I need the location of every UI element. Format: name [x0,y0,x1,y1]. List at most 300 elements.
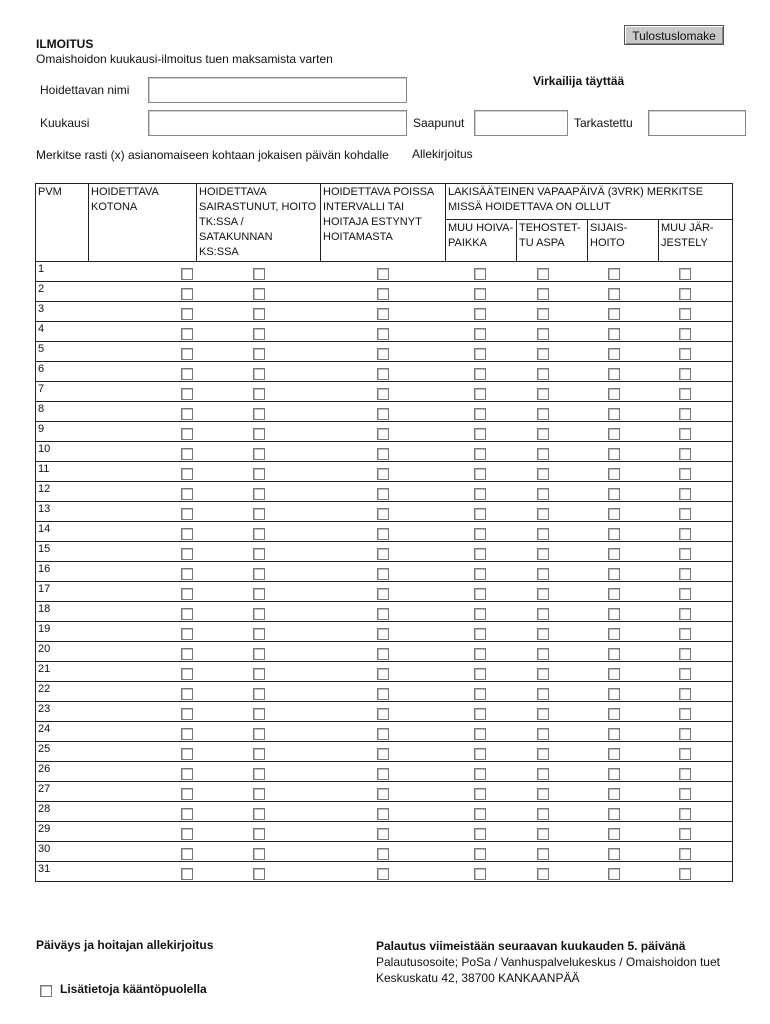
day-checkbox[interactable] [537,448,549,460]
day-checkbox[interactable] [679,848,691,860]
day-number: 11 [36,462,89,482]
day-checkbox[interactable] [474,688,486,700]
day-checkbox[interactable] [679,468,691,480]
day-checkbox[interactable] [253,528,265,540]
day-checkbox[interactable] [679,408,691,420]
day-checkbox[interactable] [181,868,193,880]
day-checkbox[interactable] [537,848,549,860]
day-checkbox[interactable] [608,648,620,660]
day-cell [197,542,321,562]
day-row [36,842,733,862]
day-checkbox[interactable] [253,468,265,480]
day-checkbox[interactable] [377,448,389,460]
day-checkbox[interactable] [253,388,265,400]
day-checkbox[interactable] [679,688,691,700]
day-checkbox[interactable] [537,508,549,520]
day-checkbox[interactable] [181,808,193,820]
day-checkbox[interactable] [181,488,193,500]
day-number: 8 [36,402,89,422]
print-form-button[interactable]: Tulostuslomake [624,25,724,45]
day-checkbox[interactable] [679,768,691,780]
day-checkbox[interactable] [608,768,620,780]
day-checkbox[interactable] [608,728,620,740]
day-checkbox[interactable] [181,748,193,760]
day-checkbox[interactable] [377,468,389,480]
month-field[interactable] [148,110,407,136]
day-cell [659,262,733,282]
day-checkbox[interactable] [608,548,620,560]
day-checkbox[interactable] [181,508,193,520]
day-checkbox[interactable] [181,648,193,660]
official-section-title: Virkailija täyttää [533,74,625,88]
day-cell [446,722,517,742]
day-cell [659,362,733,382]
day-checkbox[interactable] [181,708,193,720]
day-checkbox[interactable] [377,728,389,740]
day-checkbox[interactable] [181,268,193,280]
day-checkbox[interactable] [537,568,549,580]
day-checkbox[interactable] [608,608,620,620]
day-checkbox[interactable] [537,868,549,880]
day-cell [89,742,197,762]
day-checkbox[interactable] [537,308,549,320]
day-checkbox[interactable] [474,628,486,640]
day-number: 19 [36,622,89,642]
day-checkbox[interactable] [537,828,549,840]
day-checkbox[interactable] [377,608,389,620]
day-checkbox[interactable] [377,848,389,860]
day-checkbox[interactable] [608,348,620,360]
day-checkbox[interactable] [181,608,193,620]
day-cell [321,262,446,282]
day-cell [588,822,659,842]
day-number: 26 [36,762,89,782]
day-checkbox[interactable] [181,368,193,380]
day-checkbox[interactable] [253,488,265,500]
day-checkbox[interactable] [537,748,549,760]
day-checkbox[interactable] [474,828,486,840]
day-checkbox[interactable] [608,408,620,420]
day-cell [446,562,517,582]
day-cell [517,462,588,482]
day-row [36,582,733,602]
day-checkbox[interactable] [253,688,265,700]
day-checkbox[interactable] [679,748,691,760]
day-checkbox[interactable] [679,428,691,440]
day-checkbox[interactable] [474,648,486,660]
day-checkbox[interactable] [181,848,193,860]
day-checkbox[interactable] [181,548,193,560]
day-checkbox[interactable] [377,628,389,640]
day-checkbox[interactable] [181,768,193,780]
day-checkbox[interactable] [377,348,389,360]
day-cell [197,562,321,582]
day-checkbox[interactable] [608,748,620,760]
day-cell [446,862,517,882]
day-checkbox[interactable] [608,268,620,280]
day-checkbox[interactable] [377,828,389,840]
day-checkbox[interactable] [608,488,620,500]
day-checkbox[interactable] [608,848,620,860]
day-checkbox[interactable] [253,708,265,720]
day-checkbox[interactable] [608,568,620,580]
day-cell [89,362,197,382]
received-field[interactable] [474,110,568,136]
day-checkbox[interactable] [474,608,486,620]
day-checkbox[interactable] [537,708,549,720]
day-checkbox[interactable] [377,788,389,800]
day-checkbox[interactable] [537,368,549,380]
day-checkbox[interactable] [253,768,265,780]
day-cell [197,682,321,702]
day-checkbox[interactable] [474,488,486,500]
day-cell [89,482,197,502]
day-checkbox[interactable] [474,748,486,760]
day-checkbox[interactable] [608,588,620,600]
day-checkbox[interactable] [474,708,486,720]
day-checkbox[interactable] [474,348,486,360]
day-checkbox[interactable] [537,688,549,700]
day-checkbox[interactable] [679,628,691,640]
day-checkbox[interactable] [474,408,486,420]
day-checkbox[interactable] [537,328,549,340]
day-row [36,322,733,342]
day-checkbox[interactable] [253,668,265,680]
day-cell [659,442,733,462]
day-checkbox[interactable] [537,588,549,600]
day-checkbox[interactable] [253,328,265,340]
day-cell [446,362,517,382]
day-number: 5 [36,342,89,362]
day-checkbox[interactable] [474,328,486,340]
day-checkbox[interactable] [679,788,691,800]
day-checkbox[interactable] [537,408,549,420]
day-cell [517,342,588,362]
day-checkbox[interactable] [537,468,549,480]
day-checkbox[interactable] [537,288,549,300]
return-info [376,938,720,986]
day-checkbox[interactable] [253,368,265,380]
day-checkbox[interactable] [377,648,389,660]
day-checkbox[interactable] [181,528,193,540]
day-cell [517,742,588,762]
day-checkbox[interactable] [377,528,389,540]
day-checkbox[interactable] [377,408,389,420]
day-checkbox[interactable] [679,348,691,360]
day-cell [517,482,588,502]
day-checkbox[interactable] [679,588,691,600]
day-checkbox[interactable] [679,368,691,380]
day-number: 6 [36,362,89,382]
day-cell [659,822,733,842]
day-checkbox[interactable] [377,568,389,580]
day-checkbox[interactable] [474,568,486,580]
day-checkbox[interactable] [474,808,486,820]
day-cell [659,602,733,622]
day-checkbox[interactable] [608,828,620,840]
day-checkbox[interactable] [253,648,265,660]
day-checkbox[interactable] [608,428,620,440]
day-checkbox[interactable] [181,448,193,460]
day-cell [588,382,659,402]
day-checkbox[interactable] [608,308,620,320]
day-checkbox[interactable] [181,408,193,420]
day-checkbox[interactable] [377,668,389,680]
day-checkbox[interactable] [474,388,486,400]
day-cell [446,502,517,522]
day-number: 27 [36,782,89,802]
day-checkbox[interactable] [679,728,691,740]
day-checkbox[interactable] [377,308,389,320]
day-checkbox[interactable] [377,688,389,700]
day-checkbox[interactable] [537,348,549,360]
day-checkbox[interactable] [181,288,193,300]
day-checkbox[interactable] [679,488,691,500]
day-checkbox[interactable] [377,508,389,520]
day-row [36,382,733,402]
day-checkbox[interactable] [253,628,265,640]
day-cell [517,402,588,422]
day-checkbox[interactable] [537,788,549,800]
day-checkbox[interactable] [377,548,389,560]
day-checkbox[interactable] [377,288,389,300]
day-checkbox[interactable] [181,388,193,400]
day-checkbox[interactable] [679,608,691,620]
day-checkbox[interactable] [377,328,389,340]
day-row [36,522,733,542]
day-checkbox[interactable] [608,368,620,380]
day-checkbox[interactable] [537,808,549,820]
day-checkbox[interactable] [253,428,265,440]
day-checkbox[interactable] [253,448,265,460]
day-checkbox[interactable] [608,668,620,680]
day-cell [588,862,659,882]
day-checkbox[interactable] [608,868,620,880]
day-checkbox[interactable] [181,468,193,480]
day-checkbox[interactable] [253,348,265,360]
day-checkbox[interactable] [608,328,620,340]
day-checkbox[interactable] [253,868,265,880]
day-checkbox[interactable] [474,788,486,800]
day-checkbox[interactable] [181,568,193,580]
day-checkbox[interactable] [181,328,193,340]
day-cell [89,762,197,782]
day-checkbox[interactable] [377,808,389,820]
day-checkbox[interactable] [474,368,486,380]
day-checkbox[interactable] [537,628,549,640]
day-checkbox[interactable] [608,688,620,700]
checked-field[interactable] [648,110,746,136]
day-checkbox[interactable] [679,868,691,880]
day-cell [321,682,446,702]
received-label: Saapunut [413,116,465,130]
day-checkbox[interactable] [253,848,265,860]
day-checkbox[interactable] [608,288,620,300]
day-checkbox[interactable] [537,648,549,660]
day-checkbox[interactable] [474,268,486,280]
day-checkbox[interactable] [537,768,549,780]
more-info-checkbox[interactable] [40,985,52,997]
day-checkbox[interactable] [608,708,620,720]
day-row [36,282,733,302]
day-checkbox[interactable] [253,268,265,280]
day-checkbox[interactable] [377,268,389,280]
day-checkbox[interactable] [537,268,549,280]
day-cell [446,522,517,542]
day-checkbox[interactable] [679,508,691,520]
day-checkbox[interactable] [253,308,265,320]
day-number: 7 [36,382,89,402]
day-checkbox[interactable] [679,308,691,320]
day-checkbox[interactable] [377,748,389,760]
day-cell [517,542,588,562]
day-checkbox[interactable] [253,728,265,740]
day-checkbox[interactable] [474,288,486,300]
sub-header-other-place: MUU HOIVA- PAIKKA [446,219,517,261]
day-cell [89,442,197,462]
day-checkbox[interactable] [679,648,691,660]
day-checkbox[interactable] [253,568,265,580]
day-table [35,183,733,882]
day-checkbox[interactable] [377,708,389,720]
day-checkbox[interactable] [474,428,486,440]
day-checkbox[interactable] [253,748,265,760]
day-cell [517,682,588,702]
day-cell [197,442,321,462]
day-cell [588,542,659,562]
day-checkbox[interactable] [181,688,193,700]
day-checkbox[interactable] [679,328,691,340]
day-checkbox[interactable] [181,628,193,640]
day-checkbox[interactable] [181,668,193,680]
day-checkbox[interactable] [181,728,193,740]
day-cell [321,462,446,482]
day-checkbox[interactable] [181,308,193,320]
day-number: 30 [36,842,89,862]
day-checkbox[interactable] [253,808,265,820]
day-checkbox[interactable] [537,668,549,680]
day-number: 17 [36,582,89,602]
day-checkbox[interactable] [608,528,620,540]
day-cell [89,282,197,302]
name-field[interactable] [148,77,407,103]
day-checkbox[interactable] [181,428,193,440]
day-checkbox[interactable] [474,848,486,860]
day-checkbox[interactable] [253,588,265,600]
day-checkbox[interactable] [253,828,265,840]
day-checkbox[interactable] [474,308,486,320]
day-checkbox[interactable] [608,388,620,400]
day-cell [89,422,197,442]
day-checkbox[interactable] [181,828,193,840]
day-checkbox[interactable] [181,588,193,600]
day-cell [659,542,733,562]
day-checkbox[interactable] [679,388,691,400]
day-checkbox[interactable] [474,768,486,780]
day-cell [197,322,321,342]
day-checkbox[interactable] [679,808,691,820]
form-title: ILMOITUS [36,37,94,51]
day-checkbox[interactable] [608,808,620,820]
day-checkbox[interactable] [608,628,620,640]
day-checkbox[interactable] [253,548,265,560]
day-checkbox[interactable] [679,828,691,840]
day-checkbox[interactable] [377,868,389,880]
day-checkbox[interactable] [474,508,486,520]
day-checkbox[interactable] [253,288,265,300]
day-number: 14 [36,522,89,542]
day-checkbox[interactable] [377,368,389,380]
sub-header-intensive: TEHOSTET- TU ASPA [517,219,588,261]
day-checkbox[interactable] [377,588,389,600]
day-cell [659,402,733,422]
day-checkbox[interactable] [679,268,691,280]
day-checkbox[interactable] [537,728,549,740]
day-checkbox[interactable] [253,408,265,420]
day-checkbox[interactable] [474,668,486,680]
day-cell [517,802,588,822]
day-cell [321,762,446,782]
day-checkbox[interactable] [377,428,389,440]
day-checkbox[interactable] [679,568,691,580]
day-checkbox[interactable] [679,448,691,460]
day-cell [89,542,197,562]
day-cell [517,322,588,342]
day-checkbox[interactable] [253,608,265,620]
day-checkbox[interactable] [608,468,620,480]
sub-header-substitute: SIJAIS- HOITO [588,219,659,261]
day-checkbox[interactable] [377,388,389,400]
day-checkbox[interactable] [679,548,691,560]
day-checkbox[interactable] [608,788,620,800]
day-cell [446,422,517,442]
day-checkbox[interactable] [253,508,265,520]
day-cell [197,602,321,622]
day-checkbox[interactable] [608,508,620,520]
day-cell [197,502,321,522]
day-checkbox[interactable] [253,788,265,800]
day-checkbox[interactable] [679,708,691,720]
day-checkbox[interactable] [474,548,486,560]
day-checkbox[interactable] [537,428,549,440]
day-checkbox[interactable] [181,788,193,800]
day-checkbox[interactable] [474,728,486,740]
day-checkbox[interactable] [679,668,691,680]
day-checkbox[interactable] [537,388,549,400]
day-checkbox[interactable] [537,528,549,540]
day-cell [446,542,517,562]
day-checkbox[interactable] [474,588,486,600]
day-checkbox[interactable] [679,528,691,540]
day-checkbox[interactable] [474,468,486,480]
day-cell [197,262,321,282]
day-checkbox[interactable] [608,448,620,460]
day-checkbox[interactable] [537,608,549,620]
day-checkbox[interactable] [474,448,486,460]
day-row [36,302,733,322]
day-checkbox[interactable] [377,768,389,780]
day-checkbox[interactable] [181,348,193,360]
day-cell [321,502,446,522]
day-checkbox[interactable] [537,548,549,560]
day-cell [321,822,446,842]
day-checkbox[interactable] [474,528,486,540]
day-checkbox[interactable] [377,488,389,500]
day-checkbox[interactable] [679,288,691,300]
day-checkbox[interactable] [537,488,549,500]
day-checkbox[interactable] [474,868,486,880]
day-cell [659,702,733,722]
